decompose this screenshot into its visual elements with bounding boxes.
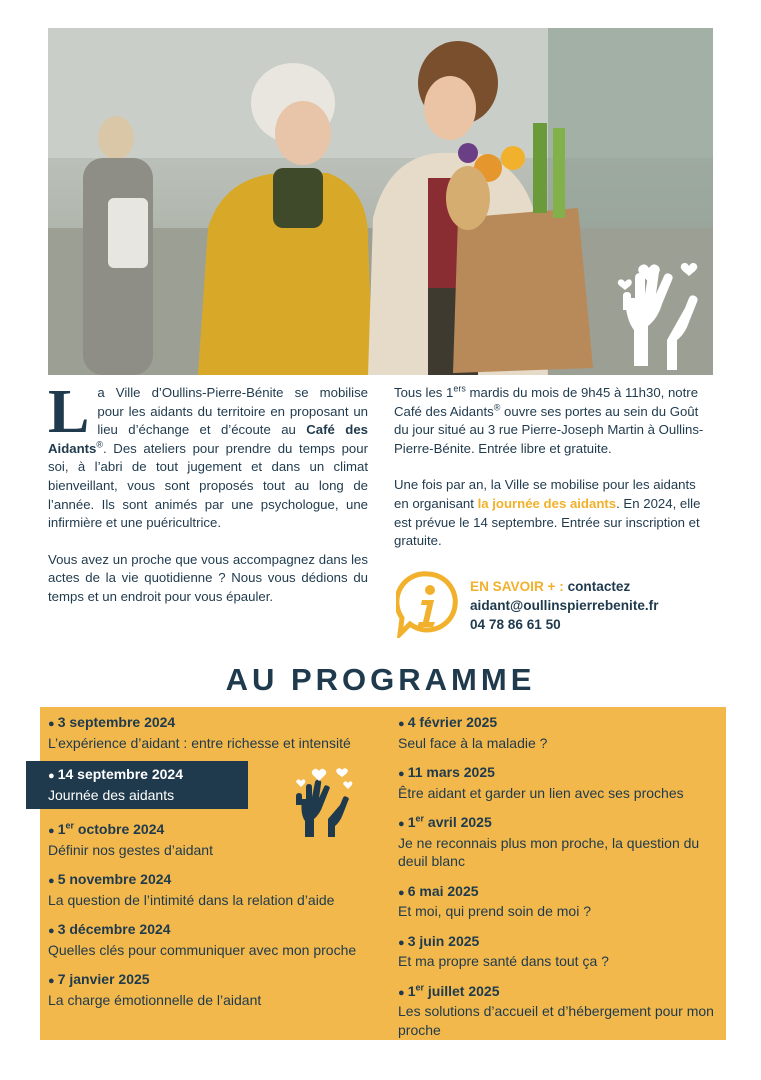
hero-illustration: [48, 28, 713, 375]
program-description: Définir nos gestes d’aidant: [48, 841, 213, 858]
program-item: [48, 870, 378, 909]
intro-paragraph-2: Vous avez un proche que vous accompagnez dans les actes de la vie quotidienne ? Nous vous dédions du temps et un endroit pour vous épauler.: [48, 551, 368, 604]
journee-highlight: la journée des aidants: [477, 495, 617, 511]
dropcap: L: [48, 378, 90, 446]
program-date: ● 3 septembre 2024: [48, 714, 175, 730]
program-item: [398, 882, 718, 921]
hero-photo: [48, 28, 713, 375]
program-date: ● 3 juin 2025: [398, 933, 479, 949]
program-column-left: [48, 713, 378, 1020]
program-item: [398, 713, 718, 752]
program-item: [398, 813, 718, 871]
program-date: ● 1er juillet 2025: [398, 983, 500, 999]
program-date: ● 1er avril 2025: [398, 814, 492, 830]
program-description: Et moi, qui prend soin de moi ?: [398, 903, 591, 919]
program-description: Journée des aidants: [48, 786, 175, 803]
program-item: [48, 713, 378, 752]
program-description: Quelles clés pour communiquer avec mon proche: [48, 941, 357, 958]
details-paragraph-1: Tous les 1ers mardis du mois de 9h45 à 11h30, notre Café des Aidants® ouvre ses portes au sein du Goût du jour situé au 3 rue Pierre-Joseph Martin à Oullins-Pierre-Bénite. Entrée libre et gratuite.: [394, 383, 704, 456]
program-date: ● 11 mars 2025: [398, 764, 495, 780]
program-description: Être aidant et garder un lien avec ses proches: [398, 784, 684, 801]
contact-label: EN SAVOIR + :: [470, 579, 564, 594]
helping-hands-icon: [292, 765, 354, 837]
program-date: ● 14 septembre 2024: [48, 766, 183, 782]
program-date: ● 4 février 2025: [398, 714, 497, 730]
contact-block: EN SAVOIR + : contactez aidant@oullinspierrebenite.fr 04 78 86 61 50: [470, 579, 659, 632]
program-date: ● 5 novembre 2024: [48, 871, 171, 887]
program-item: [48, 970, 378, 1009]
program-description: Je ne reconnais plus mon proche, la question du deuil blanc: [398, 834, 700, 869]
program-item: [26, 761, 248, 809]
program-date: ● 3 décembre 2024: [48, 921, 171, 937]
program-description: La charge émotionnelle de l’aidant: [48, 991, 262, 1008]
program-item: [398, 763, 718, 802]
program-item: [398, 982, 718, 1040]
program-date: ● 1er octobre 2024: [48, 821, 164, 837]
program-description: Les solutions d’accueil et d’hébergement pour mon proche: [398, 1003, 714, 1038]
contact-phone[interactable]: 04 78 86 61 50: [470, 617, 561, 632]
program-title: AU PROGRAMME: [225, 662, 536, 697]
details-text: [394, 384, 714, 569]
program-column-right: [398, 713, 718, 1050]
program-item: [398, 932, 718, 971]
program-description: Seul face à la maladie ?: [398, 734, 548, 751]
program-date: ● 7 janvier 2025: [48, 971, 150, 987]
info-icon: [396, 570, 460, 638]
program-description: La question de l’intimité dans la relation d’aide: [48, 891, 335, 908]
contact-email[interactable]: aidant@oullinspierrebenite.fr: [470, 598, 659, 613]
program-description: L’expérience d’aidant : entre richesse et intensité: [48, 734, 351, 751]
details-paragraph-2: Une fois par an, la Ville se mobilise pour les aidants en organisant la journée des aidants. En 2024, elle est prévue le 14 septembre. Entrée sur inscription et gratuite.: [394, 477, 701, 549]
program-item: [48, 920, 378, 959]
intro-text: [48, 378, 368, 625]
intro-paragraph-1: a Ville d’Oullins-Pierre-Bénite se mobilise pour les aidants du territoire en proposant un lieu d’échange et d’écoute au Café des Aidants®. Des ateliers pour prendre du temps pour soi, à l’abri de tout jugement et dans un climat bienveillant, vous sont proposés tout au long de l’année. Ils sont animés par une psychologue, une infirmière et une puéricultrice.: [48, 385, 368, 531]
program-box: [40, 707, 726, 1040]
program-description: Et ma propre santé dans tout ça ?: [398, 953, 609, 969]
program-date: ● 6 mai 2025: [398, 883, 479, 899]
